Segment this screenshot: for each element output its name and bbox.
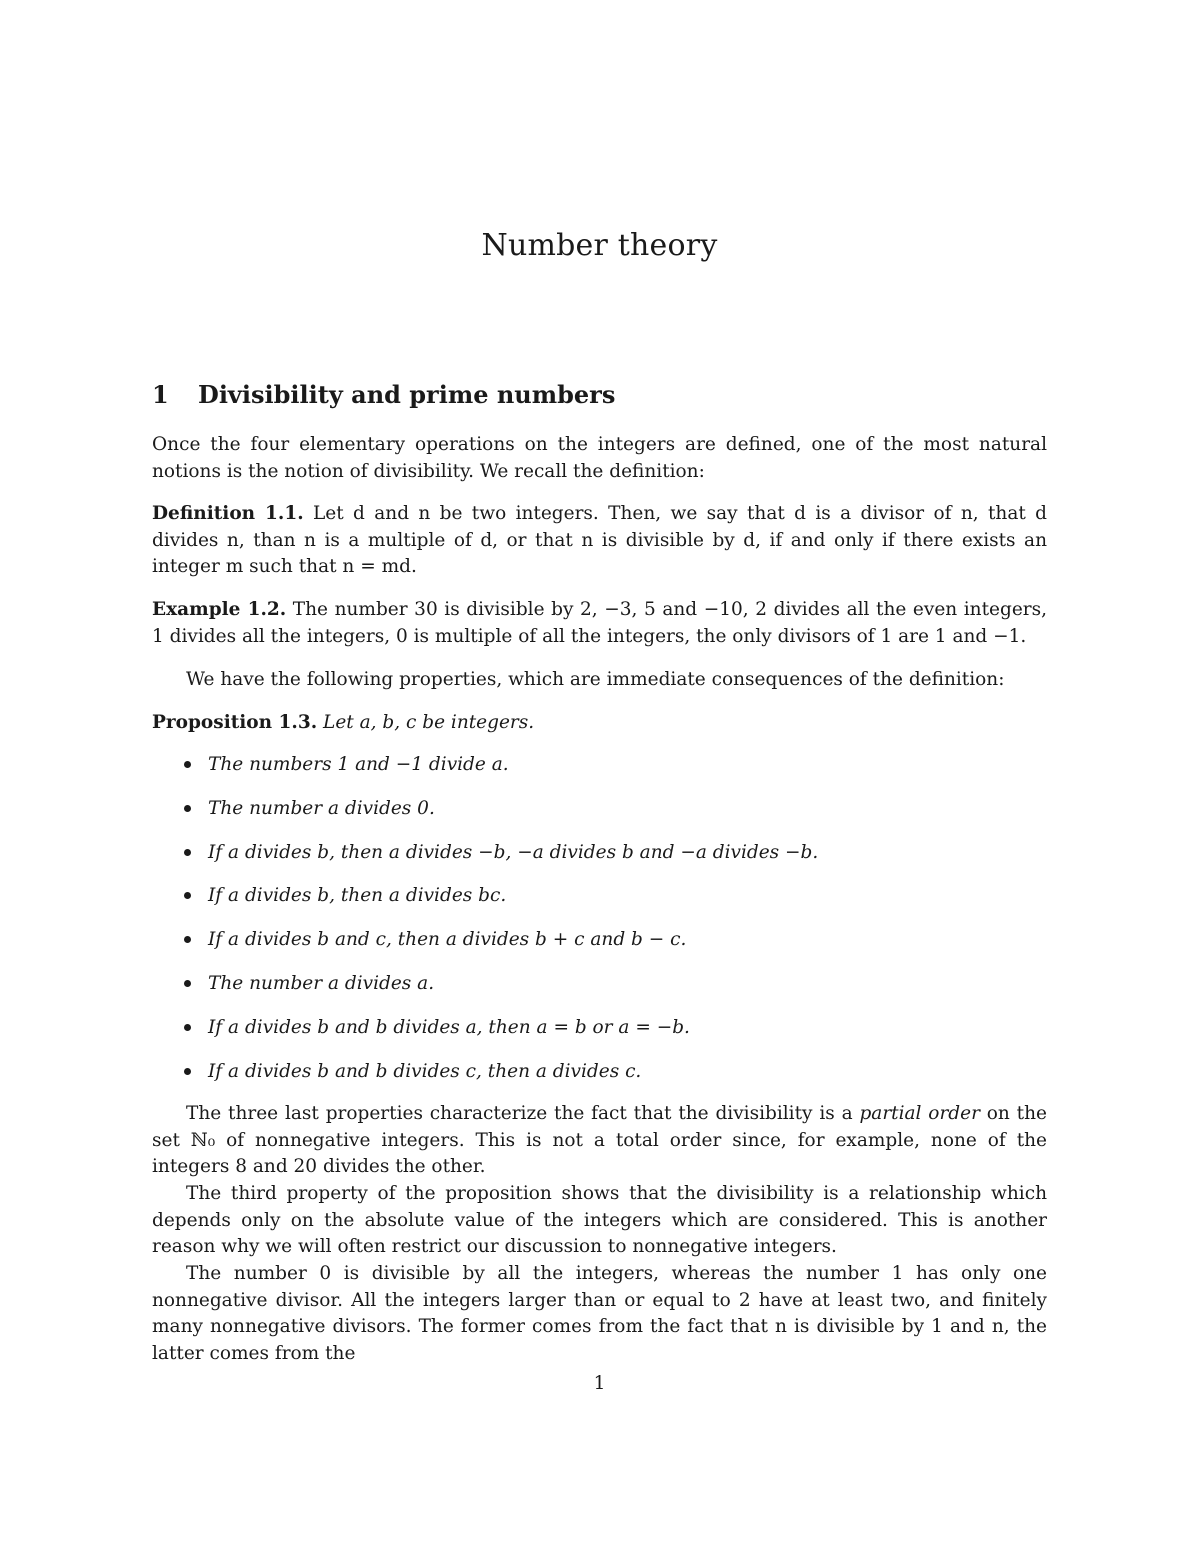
proposition-list [152, 752, 1047, 1102]
bullet-icon [184, 761, 191, 768]
list-item: If a divides b and b divides a, then a = b or a = −b. [152, 1015, 1047, 1059]
proposition-block [152, 710, 1047, 737]
zero-one-paragraph: The number 0 is divisible by all the integers, whereas the number 1 has only one nonnegative divisor. All the integers larger than or equal to 2 have at least two, and finitely many nonnegative divisors. The former comes from the fact that n is divisible by 1 and n, the latter comes from the [152, 1263, 1047, 1364]
section-number: 1 [152, 380, 169, 409]
emphasis-text: partial order [859, 1103, 980, 1124]
list-item: If a divides b and c, then a divides b + c and b − c. [152, 927, 1047, 971]
bullet-icon [184, 980, 191, 987]
list-item: The number a divides 0. [152, 796, 1047, 840]
page-number: 1 [593, 1373, 606, 1394]
bullet-icon [184, 1024, 191, 1031]
list-item: The numbers 1 and −1 divide a. [152, 752, 1047, 796]
partial-order-paragraph: The three last properties characterize the fact that the divisibility is a partial order on the set ℕ₀ of nonnegative integers. This is not a total order since, for example, none of the integers 8 and 20 divides the other. [152, 1103, 1047, 1177]
intro-paragraph: Once the four elementary operations on the integers are defined, one of the most natural notions is the notion of divisibility. We recall the definition: [152, 434, 1047, 482]
proposition-statement: Let a, b, c be integers. [323, 712, 535, 733]
section-heading [152, 380, 615, 409]
list-item: The number a divides a. [152, 971, 1047, 1015]
definition-label: Definition 1.1. [152, 503, 304, 524]
third-property-paragraph: The third property of the proposition shows that the divisibility is a relationship which depends only on the absolute value of the integers which are considered. This is another reason why we will often restrict our discussion to nonnegative integers. [152, 1183, 1047, 1257]
example-text: The number 30 is divisible by 2, −3, 5 and −10, 2 divides all the even integers, 1 divides all the integers, 0 is multiple of all the integers, the only divisors of 1 are 1 and −1. [152, 599, 1047, 647]
section-title: Divisibility and prime numbers [198, 380, 616, 409]
bullet-icon [184, 892, 191, 899]
definition-text: Let d and n be two integers. Then, we say that d is a divisor of n, that d divides n, than n is a multiple of d, or that n is divisible by d, if and only if there exists an integer m such that n = md. [152, 503, 1047, 577]
proposition-label: Proposition 1.3. [152, 712, 318, 733]
document-page [152, 0, 1047, 1553]
list-item: If a divides b and b divides c, then a divides c. [152, 1059, 1047, 1103]
document-title: Number theory [481, 228, 718, 263]
example-label: Example 1.2. [152, 599, 287, 620]
bullet-icon [184, 1068, 191, 1075]
list-item: If a divides b, then a divides bc. [152, 883, 1047, 927]
bullet-icon [184, 849, 191, 856]
bullet-icon [184, 805, 191, 812]
bullet-icon [184, 936, 191, 943]
properties-intro-paragraph: We have the following properties, which are immediate consequences of the definition: [186, 669, 1005, 690]
list-item: If a divides b, then a divides −b, −a divides b and −a divides −b. [152, 840, 1047, 884]
definition-block [152, 501, 1047, 581]
example-block [152, 597, 1047, 650]
